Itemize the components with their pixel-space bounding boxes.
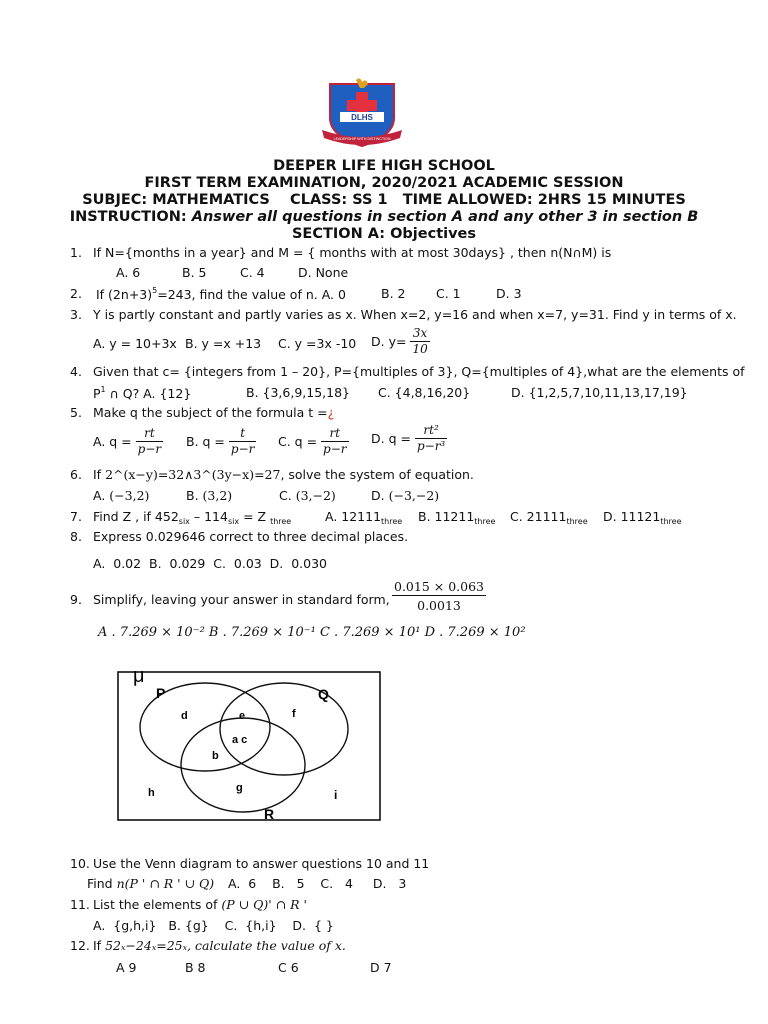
venn-element-h: h bbox=[148, 787, 155, 799]
q1-option-d: D. None bbox=[298, 265, 349, 280]
q1-option-a: A. 6 bbox=[116, 265, 141, 280]
venn-element-b: b bbox=[212, 750, 219, 762]
q11-options: A. {g,h,i} B. {g} C. {h,i} D. { } bbox=[93, 918, 334, 933]
school-name: DEEPER LIFE HIGH SCHOOL bbox=[273, 158, 495, 174]
q12-text: If 52ₓ−24ₓ=25ₓ, calculate the value of x. bbox=[93, 938, 346, 953]
q10-text: Use the Venn diagram to answer questions 10 and 11 bbox=[93, 856, 430, 871]
q10-line2: Find n(P ' ∩ R ' ∪ Q) bbox=[87, 876, 215, 891]
q12-option-a: A 9 bbox=[116, 960, 137, 975]
q12-option-b: B 8 bbox=[185, 960, 206, 975]
subject-line: SUBJEC: MATHEMATICS CLASS: SS 1 TIME ALLOWED: 2HRS 15 MINUTES bbox=[82, 192, 686, 208]
q5-option-b: B. q = $\frac{t}{p-r}$ bbox=[186, 426, 255, 456]
q12-option-d: D 7 bbox=[370, 960, 392, 975]
q5-text: Make q the subject of the formula t =¿ bbox=[93, 405, 335, 420]
q8-number: 8. bbox=[70, 529, 82, 544]
q4-number: 4. bbox=[70, 364, 82, 379]
q1-option-c: C. 4 bbox=[240, 265, 265, 280]
q2-option-c: C. 1 bbox=[436, 286, 461, 301]
q5-number: 5. bbox=[70, 405, 82, 420]
logo-motto: LEADERSHIP WITH DISTINCTION bbox=[333, 137, 391, 141]
q4-option-d: D. {1,2,5,7,10,11,13,17,19} bbox=[511, 385, 688, 400]
q7-option-c: C. $21111_{three}$ bbox=[510, 509, 588, 526]
q10-number: 10. bbox=[70, 856, 90, 871]
q2-number: 2. bbox=[70, 286, 82, 301]
school-logo bbox=[320, 78, 404, 152]
section-heading: SECTION A: Objectives bbox=[291, 226, 477, 242]
q2-text: If $(2n+3)^5=243$, find the value of n. A. 0 bbox=[96, 286, 346, 302]
q11-text: List the elements of (P ∪ Q)' ∩ R ' bbox=[93, 897, 307, 912]
q6-option-b: B. (3,2) bbox=[186, 488, 233, 503]
q9-text: Simplify, leaving your answer in standard form, bbox=[93, 592, 390, 607]
q4-option-b: B. {3,6,9,15,18} bbox=[246, 385, 350, 400]
q5-option-c: C. q = $\frac{rt}{p-r}$ bbox=[278, 426, 347, 456]
q1-number: 1. bbox=[70, 245, 82, 260]
q3-option-a: A. y = 10+3x bbox=[93, 336, 177, 351]
instruction-line bbox=[0, 209, 768, 225]
q4-line2: $P^1$ ∩ Q? A. {12} bbox=[93, 385, 192, 401]
venn-element-i: i bbox=[334, 788, 338, 802]
q9-fraction: $\frac{0.015 \times 0.063}{0.0013}$ bbox=[394, 579, 484, 613]
q10-options: A. 6 B. 5 C. 4 D. 3 bbox=[228, 876, 407, 891]
venn-element-e: e bbox=[239, 710, 246, 722]
venn-element-d: d bbox=[181, 710, 188, 722]
q7-number: 7. bbox=[70, 509, 82, 524]
q5-option-d: D. q = $\frac{\text{rt²}}{\text{p−r³}}$ bbox=[371, 423, 446, 453]
q1-text: If N={months in a year} and M = { months with at most 30days} , then n(N∩M) is bbox=[93, 245, 612, 260]
q2-option-b: B. 2 bbox=[381, 286, 406, 301]
venn-label-universal: μ bbox=[133, 665, 145, 687]
q7-option-a: A. $12111_{three}$ bbox=[325, 509, 403, 526]
venn-label-p: P bbox=[156, 685, 166, 701]
q9-options: A . 7.269 × 10⁻² B . 7.269 × 10⁻¹ C . 7.269 × 10¹ D . 7.269 × 10² bbox=[98, 625, 526, 640]
q7-option-d: D. $11121_{three}$ bbox=[603, 509, 682, 526]
venn-label-q: Q bbox=[318, 686, 329, 702]
q5-option-a: A. q = $\frac{rt}{p-r}$ bbox=[93, 426, 162, 456]
q3-number: 3. bbox=[70, 307, 82, 322]
q6-text: If 2^(x−y)=32∧3^(3y−x)=27, solve the system of equation. bbox=[93, 467, 474, 482]
q12-option-c: C 6 bbox=[278, 960, 299, 975]
venn-element-f: f bbox=[292, 708, 296, 720]
q3-option-b: B. y =x +13 bbox=[185, 336, 262, 351]
q3-text: Y is partly constant and partly varies as x. When x=2, y=16 and when x=7, y=31. Find y in terms of x. bbox=[93, 307, 737, 322]
q1-option-b: B. 5 bbox=[182, 265, 207, 280]
instruction-text: Answer all questions in section A and any other 3 in section B bbox=[191, 209, 699, 225]
q6-option-a: A. (−3,2) bbox=[93, 488, 150, 503]
q12-number: 12. bbox=[70, 938, 90, 953]
q6-option-c: C. (3,−2) bbox=[279, 488, 336, 503]
venn-diagram bbox=[108, 662, 398, 830]
exam-title: FIRST TERM EXAMINATION, 2020/2021 ACADEMIC SESSION bbox=[144, 175, 624, 191]
q3-option-d: D. y= $\frac{3x}{10}$ bbox=[371, 326, 428, 356]
q9-number: 9. bbox=[70, 592, 82, 607]
q4-option-c: C. {4,8,16,20} bbox=[378, 385, 471, 400]
q6-option-d: D. (−3,−2) bbox=[371, 488, 440, 503]
venn-label-r: R bbox=[264, 806, 275, 822]
logo-text: DLHS bbox=[351, 113, 373, 122]
q8-text: Express 0.029646 correct to three decimal places. bbox=[93, 529, 409, 544]
q7-option-b: B. $11211_{three}$ bbox=[418, 509, 496, 526]
q8-options: A. 0.02 B. 0.029 C. 0.03 D. 0.030 bbox=[93, 556, 328, 571]
instruction-label: INSTRUCTION: bbox=[69, 209, 187, 225]
q3-option-c: C. y =3x -10 bbox=[278, 336, 357, 351]
q7-text: Find Z , if $452_{six} - 114_{six} = Z$ $_{three}$ bbox=[93, 509, 292, 526]
q6-number: 6. bbox=[70, 467, 82, 482]
q4-text: Given that ϲ= {integers from 1 – 20}, P={multiples of 3}, Q={multiples of 4},what are the elements of bbox=[93, 364, 745, 379]
venn-element-ac: a c bbox=[232, 734, 248, 746]
q2-option-d: D. 3 bbox=[496, 286, 522, 301]
venn-element-g: g bbox=[236, 782, 243, 794]
q11-number: 11. bbox=[70, 897, 90, 912]
